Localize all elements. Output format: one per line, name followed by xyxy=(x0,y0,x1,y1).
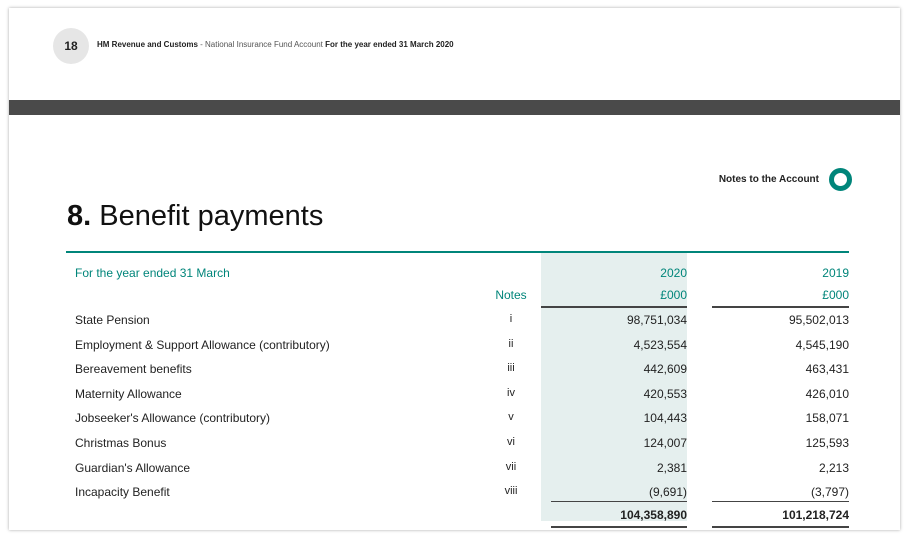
row-value-2020: 4,523,554 xyxy=(633,337,687,352)
table-top-rule xyxy=(66,251,849,253)
row-value-2019: 463,431 xyxy=(805,362,849,377)
col-2019-bottom-rule xyxy=(712,526,849,528)
row-note: ii xyxy=(508,337,514,350)
col-2019-unit: £000 xyxy=(822,288,849,302)
row-label: State Pension xyxy=(75,313,150,327)
row-label: Bereavement benefits xyxy=(75,362,192,377)
header-organisation: HM Revenue and Customs xyxy=(97,40,198,49)
section-number: 8. xyxy=(67,200,92,232)
header-band xyxy=(9,100,900,115)
row-value-2019: 2,213 xyxy=(818,460,849,475)
row-value-2020: 420,553 xyxy=(643,386,687,401)
row-note: iv xyxy=(507,386,515,399)
col-2019-header-rule xyxy=(712,306,849,308)
row-note: viii xyxy=(504,485,518,498)
row-label: Incapacity Benefit xyxy=(75,485,170,500)
row-value-2019: 4,545,190 xyxy=(795,337,849,352)
col-2019-total-rule xyxy=(712,501,849,502)
col-2020-year: 2020 xyxy=(660,266,687,280)
row-label: Guardian's Allowance xyxy=(75,460,191,475)
row-label: Maternity Allowance xyxy=(75,386,182,401)
row-value-2020: 2,381 xyxy=(656,460,687,475)
col-2020-header-rule xyxy=(541,306,687,308)
row-value-2020: 442,609 xyxy=(643,362,687,377)
row-value-2020: 98,751,034 xyxy=(626,313,687,327)
col-2020-total-rule xyxy=(551,501,687,502)
row-label: Christmas Bonus xyxy=(75,436,167,450)
document-page xyxy=(9,8,900,530)
row-note: v xyxy=(508,411,514,424)
benefit-payments-table xyxy=(66,251,849,521)
row-note: i xyxy=(509,313,513,325)
page-number: 18 xyxy=(53,28,89,64)
row-value-2019: (3,797) xyxy=(810,485,849,500)
row-note: vi xyxy=(507,436,515,448)
col-2020-bottom-rule xyxy=(551,526,687,528)
row-value-2020: 104,443 xyxy=(643,411,687,426)
row-value-2020: (9,691) xyxy=(648,485,687,500)
row-value-2019: 158,071 xyxy=(805,411,849,426)
total-2019: 101,218,724 xyxy=(782,508,849,522)
total-2020: 104,358,890 xyxy=(620,508,687,522)
row-label: Employment & Support Allowance (contributory) xyxy=(75,337,330,352)
section-title xyxy=(67,200,323,233)
row-value-2019: 426,010 xyxy=(805,386,849,401)
row-label: Jobseeker's Allowance (contributory) xyxy=(75,411,271,426)
row-value-2019: 125,593 xyxy=(805,436,849,450)
col-2019-year: 2019 xyxy=(822,266,849,280)
row-note: iii xyxy=(507,362,515,375)
notes-tag-label: Notes to the Account xyxy=(718,174,819,185)
section-heading: Benefit payments xyxy=(99,200,324,232)
notes-header: Notes xyxy=(495,288,527,302)
row-value-2020: 124,007 xyxy=(643,436,687,450)
table-caption: For the year ended 31 March xyxy=(75,266,230,280)
header-document: National Insurance Fund Account xyxy=(205,40,323,49)
notes-to-account-tag xyxy=(719,168,852,191)
row-note: vii xyxy=(505,460,517,473)
running-header xyxy=(97,40,454,49)
header-separator: - xyxy=(197,40,206,49)
ring-icon xyxy=(829,168,852,191)
row-value-2019: 95,502,013 xyxy=(788,313,849,327)
header-period: For the year ended 31 March 2020 xyxy=(325,40,454,49)
col-2020-unit: £000 xyxy=(660,288,687,302)
